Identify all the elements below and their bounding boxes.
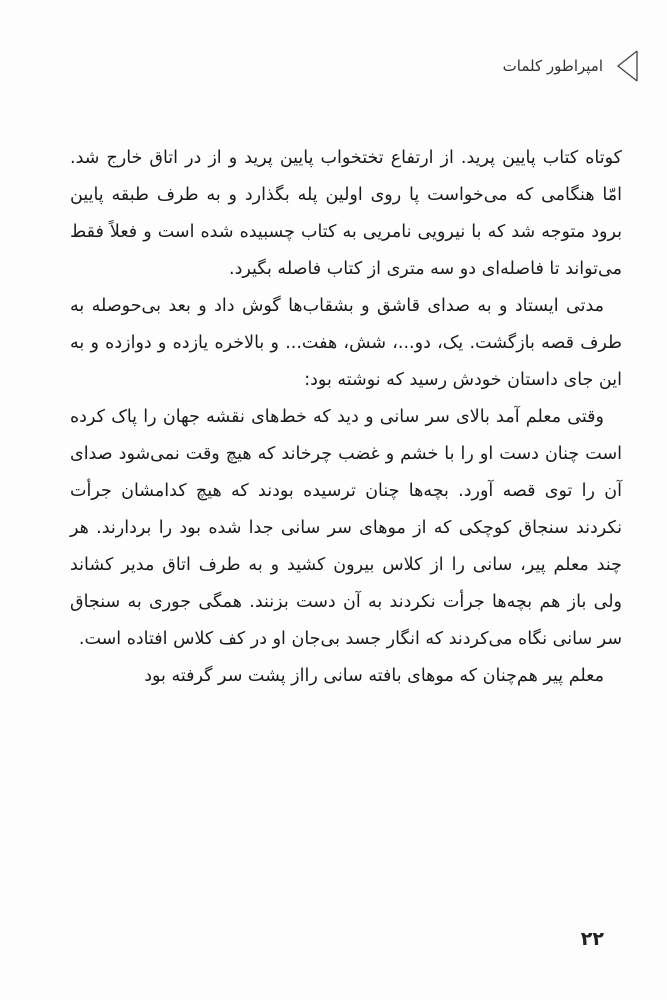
paragraph: مدتی ایستاد و به صدای قاشق و بشقاب‌ها گوش داد و بعد بی‌حوصله به طرف قصه بازگشت. یک، دو...، شش، هفت... و بالاخره یازده و دوازده و به این جای داستان خودش رسید که نوشته بود:: [70, 296, 622, 390]
running-header-title: امپراطور کلمات: [502, 57, 603, 75]
running-header: [503, 48, 641, 84]
chevron-tab-icon: [613, 48, 641, 84]
body-text: [70, 140, 622, 695]
paragraph: وقتی معلم آمد بالای سر سانی و دید که خط‌های نقشه جهان را پاک کرده است چنان دست او را با خشم و غضب چرخاند که هیچ وقت نمی‌شود صدای آن را توی قصه آورد. بچه‌ها چنان ترسیده بودند که هیچ کدامشان جرأت نکردند سنجاق کوچکی که از موهای سر سانی جدا شده بود را بردارند. هر چند معلم پیر، سانی را از کلاس بیرون کشید و به طرف اتاق مدیر کشاند ولی باز هم بچه‌ها جرأت نکردند به آن دست بزنند. همگی جوری به سنجاق سر سانی نگاه می‌کردند که انگار جسد بی‌جان او در کف کلاس افتاده است.: [70, 407, 622, 649]
paragraph: معلم پیر هم‌چنان که موهای بافته سانی رااز پشت سر گرفته بود: [144, 666, 604, 686]
page-number: ۲۲: [580, 928, 604, 950]
paragraph: کوتاه کتاب پایین پرید. از ارتفاع تختخواب پایین پرید و از در اتاق خارج شد. امّا هنگامی که می‌خواست پا روی اولین پله بگذارد و به طرف طبقه پایین برود متوجه شد که با نیرویی نامریی به کتاب چسبیده شده است و فعلاً فقط می‌تواند تا فاصله‌ای دو سه متری از کتاب فاصله بگیرد.: [70, 148, 622, 279]
